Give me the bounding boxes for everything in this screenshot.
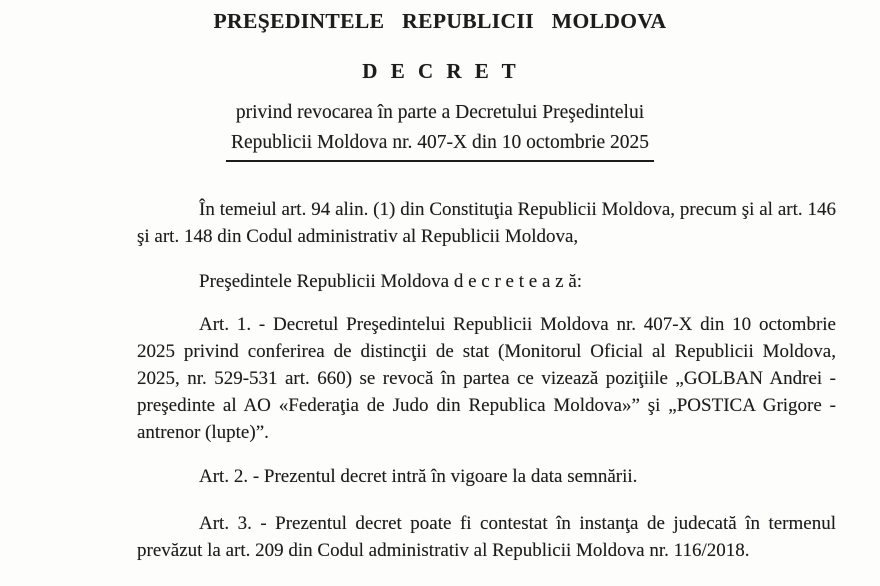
decree-subject (44, 98, 836, 162)
article-3-paragraph: Art. 3. - Prezentul decret poate fi contestat în instanţa de judecată în termenul prevăzut la art. 209 din Codul administrativ al Republicii Moldova nr. 116/2018. (137, 513, 836, 561)
preamble-paragraph: În temeiul art. 94 alin. (1) din Constituţia Republicii Moldova, precum şi al art. 146 şi art. 148 din Codul administrativ al Republicii Moldova, (137, 199, 836, 247)
article-2-paragraph: Art. 2. - Prezentul decret intră în vigoare la data semnării. (199, 466, 638, 487)
decree-subject-line1: privind revocarea în parte a Decretului Preşedintelui (235, 102, 645, 123)
enacting-clause: Preşedintele Republicii Moldova d e c r e t e a z ă: (199, 271, 583, 292)
article-1-paragraph: Art. 1. - Decretul Preşedintelui Republicii Moldova nr. 407-X din 10 octombrie 2025 privind conferirea de distincţii de stat (Monitorul Oficial al Republicii Moldova, 2025, nr. 529-531 art. 660) se revocă în partea ce vizează poziţiile „GOLBAN Andrei - preşedinte al AO «Federaţia de Judo din Republica Moldova»” şi „POSTICA Grigore - antrenor (lupte)”. (137, 314, 836, 443)
decree-subject-line2: Republicii Moldova nr. 407-X din 10 octombrie 2025 (226, 128, 654, 162)
decree-subject-line2-wrap (44, 128, 836, 162)
document-institution-title: PREŞEDINTELE REPUBLICII MOLDOVA (213, 9, 667, 33)
document-type-heading: D E C R E T (362, 59, 518, 83)
